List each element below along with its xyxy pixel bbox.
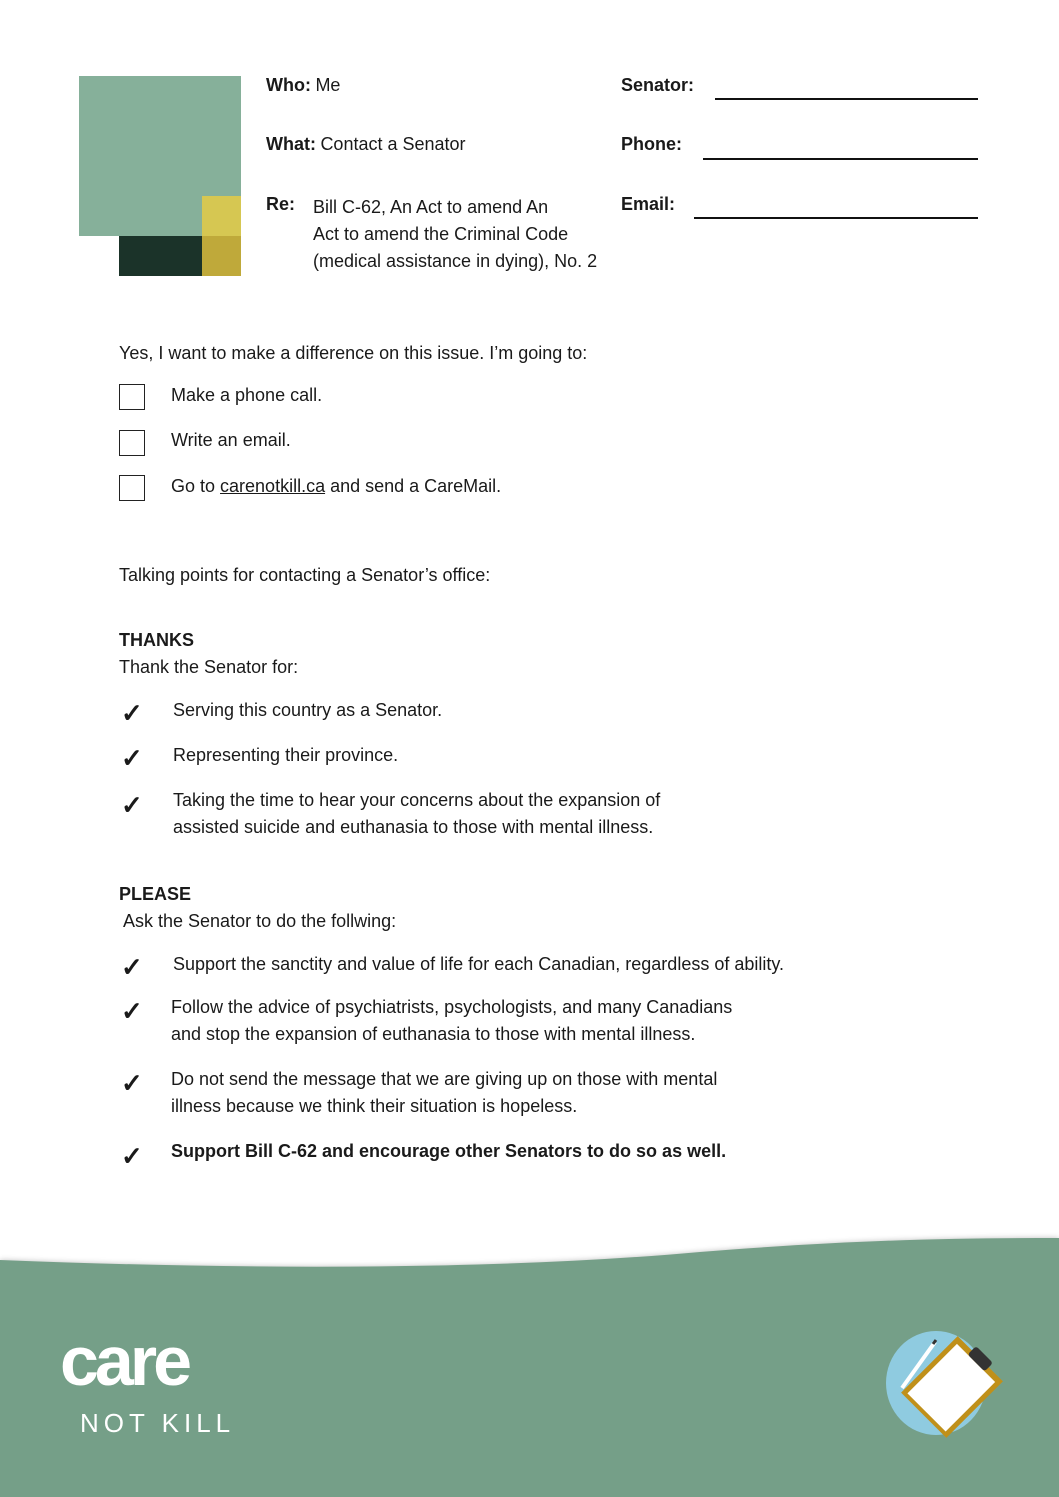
who-row [266,75,340,96]
checkbox-email[interactable] [119,430,145,456]
re-line: Act to amend the Criminal Code [313,224,569,244]
re-label: Re: [266,194,296,214]
phone-label: Phone: [621,134,682,154]
action-suffix: and send a CareMail. [325,476,502,496]
thanks-item-line: Taking the time to hear your concerns about the expansion of [173,790,661,810]
decor-block-yellow [202,196,241,236]
thanks-item-line: assisted suicide and euthanasia to those with mental illness. [173,817,654,837]
please-item [171,994,732,1048]
email-field[interactable] [694,217,978,219]
check-icon: ✓ [121,1068,143,1098]
decor-block-dark [119,236,202,276]
thanks-item [173,787,660,841]
who-label: Who: [266,75,311,95]
re-value [313,194,597,275]
checkbox-phone-call[interactable] [119,384,145,410]
action-prefix: Go to [171,476,221,496]
check-icon: ✓ [121,1141,143,1171]
decor-block-mustard [202,236,241,276]
re-line: Bill C-62, An Act to amend An [313,197,549,217]
please-item-line: Do not send the message that we are giving up on those with mental [171,1069,718,1089]
senator-label: Senator: [621,75,695,95]
who-value: Me [315,75,341,95]
please-item [171,1066,717,1120]
carenotkill-link[interactable]: carenotkill.ca [220,476,326,496]
thanks-item: Serving this country as a Senator. [173,700,443,720]
action-email: Write an email. [171,430,291,450]
please-sub: Ask the Senator to do the follwing: [123,911,397,931]
check-icon: ✓ [121,996,143,1026]
please-heading: PLEASE [119,884,192,904]
thanks-heading: THANKS [119,630,194,650]
re-line: (medical assistance in dying), No. 2 [313,251,598,271]
logo-not-kill: NOT KILL [80,1408,236,1438]
intro-text: Yes, I want to make a difference on this issue. I’m going to: [119,343,588,363]
checkbox-caremail[interactable] [119,475,145,501]
action-phone-call: Make a phone call. [171,385,323,405]
what-row [266,134,466,155]
talking-points-intro: Talking points for contacting a Senator’s office: [119,565,491,585]
senator-field[interactable] [715,98,978,100]
check-icon: ✓ [121,790,143,820]
clipboard-icon [880,1325,1010,1445]
please-item: Support the sanctity and value of life for each Canadian, regardless of ability. [173,954,785,974]
please-item-line: illness because we think their situation is hopeless. [171,1096,578,1116]
check-icon: ✓ [121,743,143,773]
please-item-emphasis: Support Bill C-62 and encourage other Senators to do so as well. [171,1141,727,1161]
logo-care: care [60,1322,189,1400]
check-icon: ✓ [121,952,143,982]
phone-field[interactable] [703,158,978,160]
please-item-line: and stop the expansion of euthanasia to those with mental illness. [171,1024,696,1044]
email-label: Email: [621,194,676,214]
thanks-sub: Thank the Senator for: [119,657,299,677]
what-label: What: [266,134,316,154]
action-caremail [171,473,501,500]
check-icon: ✓ [121,698,143,728]
please-item-line: Follow the advice of psychiatrists, psychologists, and many Canadians [171,997,733,1017]
what-value: Contact a Senator [320,134,466,154]
thanks-item: Representing their province. [173,745,399,765]
